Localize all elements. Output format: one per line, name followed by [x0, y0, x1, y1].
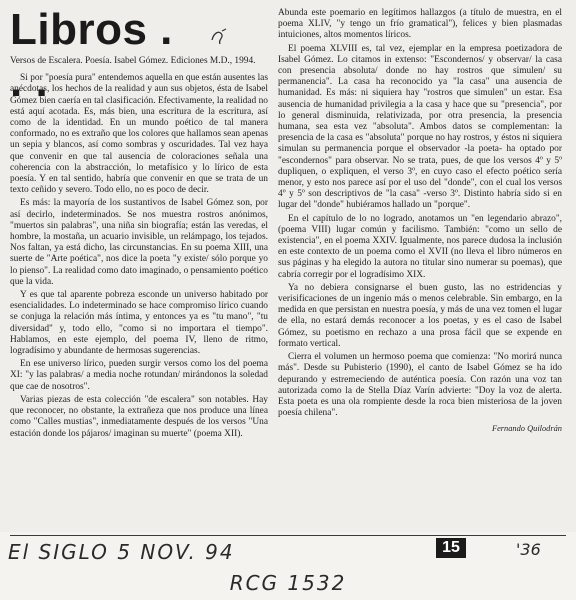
- author-signature: Fernando Quilodrán: [491, 424, 562, 434]
- page-number-badge: 15: [436, 538, 466, 558]
- right-column: [278, 8, 562, 435]
- footer-divider: [10, 535, 566, 536]
- left-paragraph-4: En ese universo lírico, pueden surgir versos como los del poema XI: "y las palabras/ a media noche rotundan/ mirándonos la soledad que cae de nosotros".: [10, 359, 268, 392]
- right-paragraph-4: Ya no debiera consignarse el buen gusto, las no estridencias y verisificaciones de un ingenio más o menos celebrable. Sin embargo, en la medida en que persistan en nuestra poesía, y más de una vez tomen el lugar de ella, no estará demás reconocer a los poetas, y es el caso de Isabel Gómez, su poetismo en rechazo a una prosa fácil que se expende en formato vertical.: [278, 282, 562, 349]
- handwritten-archive-code: RCG 1532: [229, 571, 347, 595]
- book-reference: Versos de Escalera. Poesía. Isabel Gómez. Ediciones M.D., 1994.: [10, 56, 256, 66]
- handwritten-number: '36: [516, 540, 541, 559]
- handwritten-mark-icon: [208, 26, 230, 48]
- right-paragraph-5: Cierra el volumen un hermoso poema que comienza: "No morirá nunca más". Desde su Pubisterio (1990), el canto de Isabel Gómez se ha ido depurando y estremeciendo de auténtica poesía. Con razón una voz tan autorizada como la de Stella Díaz Varín advierte: "Doy la voz de alerta. Esta poeta es una ola rompiente desde la roca bien misteriosa de la joven poesía chilena".: [278, 352, 562, 419]
- handwritten-source-date: El SIGLO 5 NOV. 94: [8, 540, 235, 564]
- right-paragraph-2: El poema XLVIII es, tal vez, ejemplar en la empresa poetizadora de Isabel Gómez. Lo citamos in extenso: "Escondernos/ y observar/ la casa con presencia absoluta/ donde no hay rostros que simulen/ su permanencia". La casa ha reconocido ya "la casa" una ausencia de humanidad. Es más: ni siquiera hay "rostros que simulen" un estar. Esa ausencia de humanidad privilegia a la casa y hace que su "presencia", por lo general disminuida, relativizada, por otra presencia, la presencia humana, sea esta vez "absoluta". Ambos datos se complementan: la presencia de la casa es "absoluta" porque no hay rostros, y éstos ni siquiera simulan su permanencia porque el observador -la poeta- ha optado por "escondernos" para observar. No se trata, pues, de que los versos 4º y 5º dupliquen, o expliquen, el verso 3º, en cuyo caso el efecto poético sería menor, y esto nos parece así por el uso del "donde", con el cual los versos 4º y 5º son descriptivos de "la casa" -verso 3º. Distinto habría sido si en lugar del "donde" hubiéramos hallado un "porque".: [278, 43, 562, 211]
- left-paragraph-3: Y es que tal aparente pobreza esconde un universo habitado por esencialidades. Lo indeterminado se hace compromiso lírico cuando se conjuga la relación más íntima, y entonces ya es "tu mano", "tu diversidad" y, todo ello, "como si no importara el tiempo". Hablamos, en este ejemplo, del poema IV, lleno de ritmo, logradísimo y abundante de hermosas sugerencias.: [10, 290, 268, 357]
- left-column: [10, 56, 268, 442]
- left-paragraph-1: Si por "poesía pura" entendemos aquella en que están ausentes las anécdotas, los hechos de la realidad y aun sus objetos, ésta de Isabel Gómez bien caería en tal clasificación. Efectivamente, la realidad no está aquí acotada. Es, más bien, una escritura de la escritura, así como de la identidad. En un mundo poético de tal manera conformado, no es extraño que los colores que hallamos sean apenas un sepia y blancos, así como sombras y oscuridades. Tal vez haya que convenir en que tal ausencia de coloraciones señala una coherencia con la abstracción, lo metafísico y lo lírico de esta poesía. Y en tal sentido, habría que convenir en que se trata de un texto ceñido y severo. Todo ello, no es poco de decir.: [10, 73, 268, 196]
- section-title: Libros . . .: [10, 5, 173, 106]
- left-paragraph-5: Varias piezas de esta colección "de escalera" son notables. Hay que reconocer, no obstante, la extrañeza que nos produce una línea como "Calles mustias", inmediatamente después de los versos "Una estación donde los pájaros/ imaginan su muerte" (poema XII).: [10, 394, 268, 439]
- right-paragraph-1: Abunda este poemario en legítimos hallazgos (a título de muestra, en el poema XLIV, "y tengo un frío gramatical"), felices y bien plasmadas intuiciones, altos momentos líricos.: [278, 8, 562, 41]
- left-paragraph-2: Es más: la mayoría de los sustantivos de Isabel Gómez son, por así decirlo, indeterminados. Se nos muestra rostros anónimos, "muertos sin palabras", una niña sin biografía; están las veredas, el hombre, la mostaña, un acuario invisible, un relámpago, los tejados. Nos faltan, ya está dicho, las circunstancias. En su poema XIII, una suerte de "Arte poética", nos dice la poeta "y existe/ sólo porque yo lo pienso". La realidad como dato imaginado, o pensamiento poético que la vida.: [10, 198, 268, 287]
- right-paragraph-3: En el capítulo de lo no logrado, anotamos un "en legendario abrazo", (poema VIII) lugar común y facilismo. También: "como un sello de existencia", en el poema XXIV. Igualmente, nos parece dudosa la inclusión en este contexto de un poema como el XVII (no lleva el libro números en sus páginas y ha elegido la autora no titular sino numerar su poemas), que cabría corregir por el logradísimo XIX.: [278, 213, 562, 280]
